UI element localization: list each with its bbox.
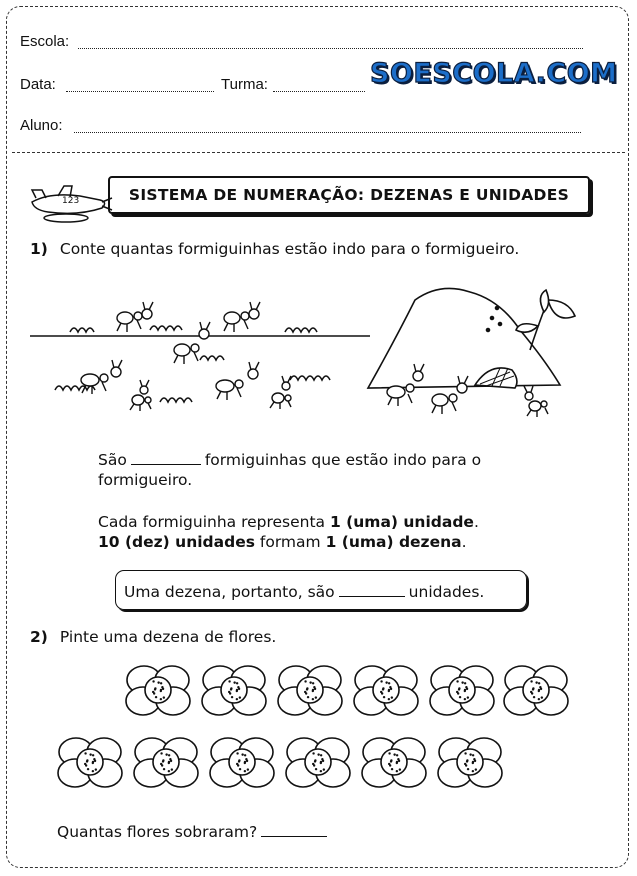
worksheet-title: SISTEMA DE NUMERAÇÃO: DEZENAS E UNIDADES [128, 186, 570, 204]
unit-rule-prefix: Cada formiguinha representa [98, 513, 326, 531]
remaining-question-text: Quantas flores sobraram? [57, 823, 258, 841]
flower-icon[interactable] [504, 666, 568, 715]
question-2-text: Pinte uma dezena de flores. [59, 628, 277, 646]
data-label: Data: [20, 76, 56, 93]
escola-label: Escola: [20, 33, 70, 50]
turma-label: Turma: [221, 76, 268, 93]
ten-rule-mid: formam [259, 533, 321, 551]
sao-prefix: São [98, 451, 127, 469]
flower-icon[interactable] [210, 738, 274, 787]
flower-icon[interactable] [202, 666, 266, 715]
unit-rule-end: . [473, 513, 479, 531]
sao-line-2: formigueiro. [98, 471, 193, 489]
unit-rule-bold: 1 (uma) unidade [330, 513, 474, 531]
box-prefix: Uma dezena, portanto, são [124, 583, 335, 601]
flower-icon[interactable] [438, 738, 502, 787]
svg-text:123: 123 [62, 196, 80, 206]
flower-icon[interactable] [278, 666, 342, 715]
flower-icon[interactable] [58, 738, 122, 787]
ten-rule-bold-1: 10 (dez) unidades [98, 533, 255, 551]
box-suffix: unidades. [408, 583, 485, 601]
brand-logo: SOESCOLA.COM [370, 58, 618, 89]
remaining-blank[interactable] [261, 835, 327, 837]
question-1-number: 1) [30, 240, 48, 258]
flower-icon[interactable] [362, 738, 426, 787]
question-1-text: Conte quantas formiguinhas estão indo para o formigueiro. [59, 240, 520, 258]
ten-rule-end: . [461, 533, 467, 551]
question-2-number: 2) [30, 628, 48, 646]
flower-icon[interactable] [134, 738, 198, 787]
aluno-label: Aluno: [20, 117, 63, 134]
flower-icon[interactable] [126, 666, 190, 715]
flower-icon[interactable] [354, 666, 418, 715]
ten-rule-bold-2: 1 (uma) dezena [325, 533, 462, 551]
sao-suffix: formiguinhas que estão indo para o [204, 451, 482, 469]
flower-icon[interactable] [430, 666, 494, 715]
flower-icon[interactable] [286, 738, 350, 787]
remaining-question [57, 822, 331, 842]
